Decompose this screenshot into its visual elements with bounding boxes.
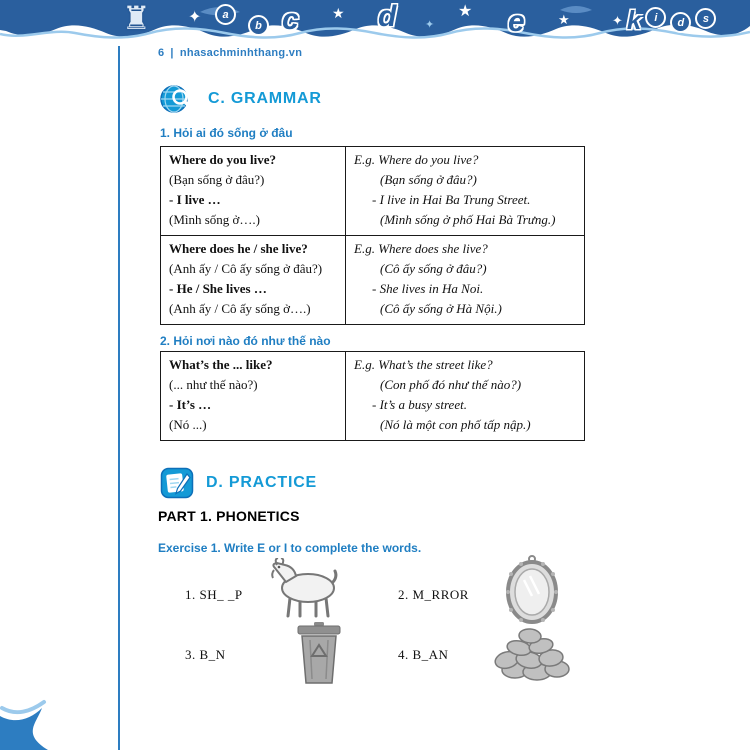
decorative-banner xyxy=(0,0,750,56)
table-line: E.g. What’s the street like? xyxy=(354,357,493,372)
notebook-pencil-icon xyxy=(160,467,194,499)
castle-icon: ♜ xyxy=(122,0,151,36)
star-icon: ✦ xyxy=(612,13,623,28)
table-line: (Bạn sống ở đâu?) xyxy=(380,172,477,187)
pattern-cell xyxy=(161,236,346,324)
star-icon: ★ xyxy=(458,3,473,20)
grammar-section2-title: 2. Hỏi nơi nào đó như thế nào xyxy=(160,334,331,348)
site-name: nhasachminhthang.vn xyxy=(179,47,303,59)
table-line: (Anh ấy / Cô ấy sống ở đâu?) xyxy=(169,261,323,276)
part-title: PART 1. PHONETICS xyxy=(158,508,300,524)
table-line: (Con phố đó như thế nào?) xyxy=(380,377,522,392)
table-row xyxy=(161,236,584,324)
table-line: - I live … xyxy=(169,192,221,207)
banner-letter-d: d xyxy=(378,0,397,33)
mirror-image xyxy=(503,554,561,631)
table-row xyxy=(161,147,584,236)
table-line: (Nó ...) xyxy=(169,417,207,432)
header-separator: | xyxy=(170,47,174,59)
table-line: (Mình sống ở phố Hai Bà Trưng.) xyxy=(380,212,556,227)
exercise-item-label: 4. B_AN xyxy=(398,647,449,662)
banner-letter-c: c xyxy=(282,3,299,36)
table-line: - She lives in Ha Noi. xyxy=(372,281,484,296)
kids-letter-k: k xyxy=(626,5,642,35)
exercise-item-label: 1. SH_ _P xyxy=(185,587,243,602)
example-cell xyxy=(346,236,584,324)
practice-heading xyxy=(160,467,317,499)
table-line: Where do you live? xyxy=(169,152,277,167)
kids-letter-s: s xyxy=(695,8,716,29)
star-icon: ✦ xyxy=(425,19,435,31)
star-icon: ★ xyxy=(558,12,570,27)
banner-letter-a: a xyxy=(215,4,236,25)
exercise-item-label: 3. B_N xyxy=(185,647,226,662)
exercise-item-3 xyxy=(185,646,226,664)
table-line: (Cô ấy sống ở Hà Nội.) xyxy=(380,301,502,316)
table-line: (Cô ấy sống ở đâu?) xyxy=(380,261,487,276)
practice-heading-label: D. PRACTICE xyxy=(206,474,318,491)
grammar-section1-title: 1. Hỏi ai đó sống ở đâu xyxy=(160,126,293,140)
star-icon: ★ xyxy=(332,5,345,21)
banner-letter-e: e xyxy=(508,5,525,38)
table-line: (Mình sống ở….) xyxy=(169,212,261,227)
pattern-cell xyxy=(161,147,346,235)
globe-magnifier-icon xyxy=(160,84,196,114)
corner-wave-decoration xyxy=(0,698,70,750)
table-line: - It’s a busy street. xyxy=(372,397,467,412)
table-row xyxy=(161,352,584,440)
grammar-table-2 xyxy=(160,351,585,441)
table-line: (Nó là một con phố tấp nập.) xyxy=(380,417,531,432)
star-icon: ✦ xyxy=(188,9,202,26)
beans-image xyxy=(485,626,580,686)
table-line: (... như thế nào?) xyxy=(169,377,258,392)
kids-logo xyxy=(612,5,716,36)
grammar-table-1 xyxy=(160,146,585,325)
kids-letter-d: d xyxy=(670,12,691,33)
bin-image xyxy=(290,620,348,691)
exercise-title: Exercise 1. Write E or I to complete the words. xyxy=(158,541,422,555)
table-line: (Anh ấy / Cô ấy sống ở….) xyxy=(169,301,311,316)
kids-letter-i: i xyxy=(645,7,666,28)
banner-letter-b: b xyxy=(248,15,269,36)
page-number: 6 xyxy=(158,47,165,59)
table-line: - I live in Hai Ba Trung Street. xyxy=(372,192,531,207)
left-margin-rule xyxy=(118,46,120,750)
exercise-item-label: 2. M_RROR xyxy=(398,587,469,602)
example-cell xyxy=(346,352,584,440)
example-cell xyxy=(346,147,584,235)
table-line: What’s the ... like? xyxy=(169,357,273,372)
exercise-item-4 xyxy=(398,646,448,664)
table-line: E.g. Where does she live? xyxy=(354,241,488,256)
page-header xyxy=(158,47,302,59)
sheep-image xyxy=(258,558,343,625)
pattern-cell xyxy=(161,352,346,440)
exercise-item-1 xyxy=(185,586,243,604)
grammar-heading xyxy=(160,84,322,114)
table-line: E.g. Where do you live? xyxy=(354,152,479,167)
table-line: - It’s … xyxy=(169,397,212,412)
grammar-heading-label: C. GRAMMAR xyxy=(208,90,322,107)
exercise-item-2 xyxy=(398,586,469,604)
table-line: - He / She lives … xyxy=(169,281,267,296)
table-line: Where does he / she live? xyxy=(169,241,308,256)
table-line: (Bạn sống ở đâu?) xyxy=(169,172,265,187)
